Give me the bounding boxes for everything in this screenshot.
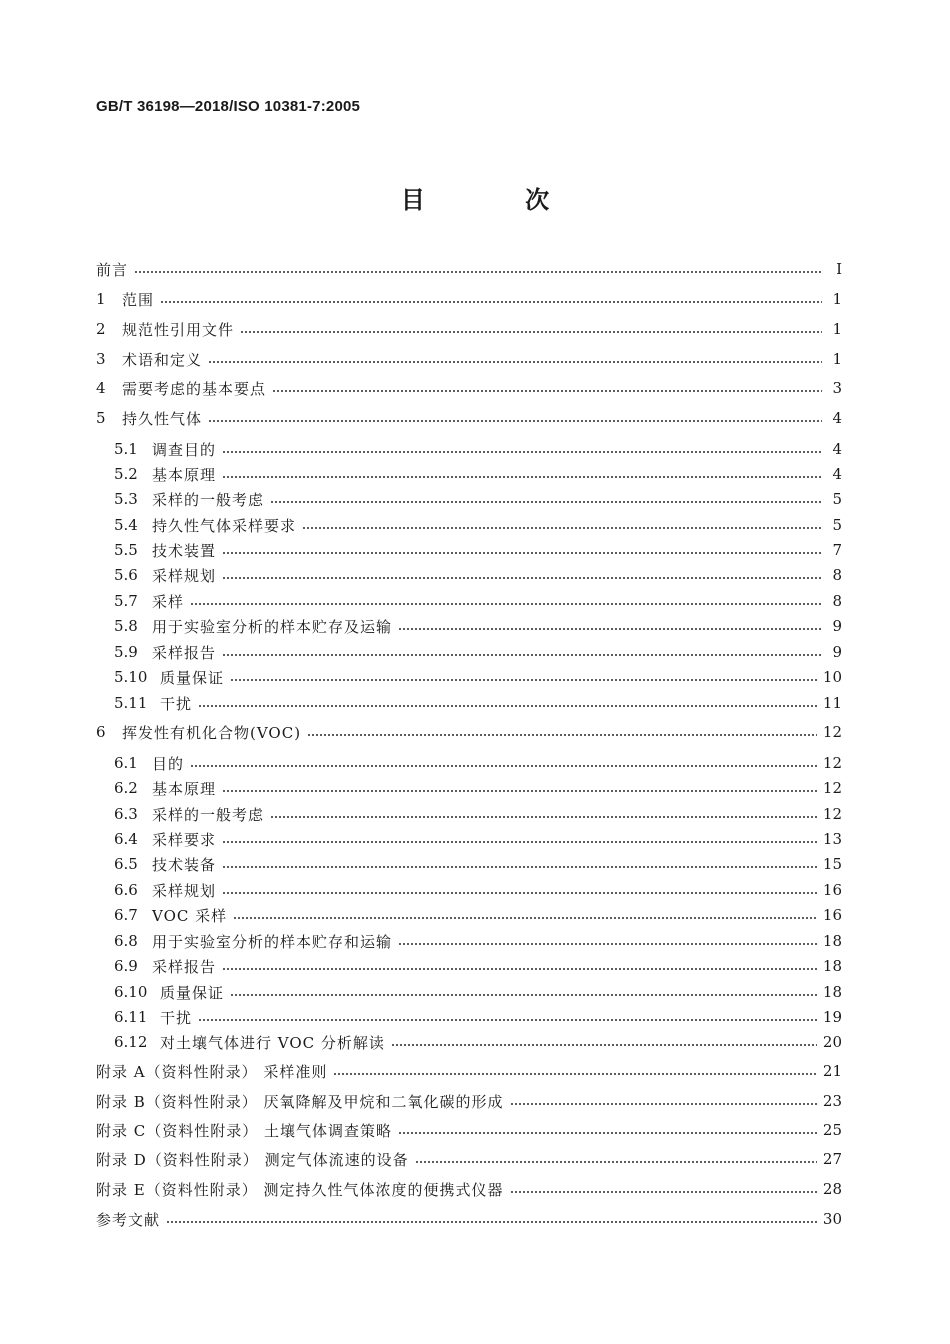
toc-entry-label: 持久性气体 <box>122 409 203 428</box>
toc-entry-label: 范围 <box>122 290 155 309</box>
toc-entry[interactable] <box>114 665 842 689</box>
toc-entry[interactable] <box>114 852 842 876</box>
toc-entry-page: 8 <box>832 566 842 584</box>
dot-leader <box>222 866 817 868</box>
toc-entry-page: 1 <box>832 290 842 308</box>
dot-leader <box>272 390 822 392</box>
toc-entry[interactable] <box>96 1147 842 1171</box>
toc-entry-label: 基本原理 <box>152 779 217 798</box>
toc-entry[interactable] <box>114 513 842 537</box>
dot-leader <box>398 628 822 630</box>
toc-entry-label: 采样规划 <box>152 881 217 900</box>
toc-entry-page: 23 <box>822 1092 842 1110</box>
toc-entry[interactable] <box>114 827 842 851</box>
toc-entry-number: 6.7 <box>114 906 138 924</box>
dot-leader <box>208 361 822 363</box>
dot-leader <box>270 501 822 503</box>
toc-entry-page: 27 <box>822 1150 842 1168</box>
toc-entry[interactable] <box>114 878 842 902</box>
toc-entry-label: VOC 采样 <box>152 906 228 925</box>
toc-entry-page: 4 <box>832 465 842 483</box>
dot-leader <box>415 1161 817 1163</box>
toc-entry-number: 6.10 <box>114 983 148 1001</box>
toc-entry-number: 5.7 <box>114 592 138 610</box>
toc-entry[interactable] <box>114 640 842 664</box>
toc-entry[interactable] <box>114 487 842 511</box>
toc-entry-page: 4 <box>832 440 842 458</box>
toc-entry-page: 8 <box>832 592 842 610</box>
toc-entry[interactable] <box>96 376 842 400</box>
dot-leader <box>222 892 817 894</box>
dot-leader <box>270 816 817 818</box>
toc-entry-label: 采样规划 <box>152 566 217 585</box>
toc-entry-label: 需要考虑的基本要点 <box>122 379 267 398</box>
toc-entry-number: 2 <box>96 320 106 338</box>
toc-entry-label: 附录 A（资料性附录） 采样准则 <box>96 1062 328 1081</box>
toc-entry-label: 技术装置 <box>152 541 217 560</box>
dot-leader <box>222 790 817 792</box>
dot-leader <box>240 331 822 333</box>
toc-entry[interactable] <box>96 287 842 311</box>
toc-entry-number: 5.5 <box>114 541 138 559</box>
toc-entry-page: 20 <box>822 1033 842 1051</box>
toc-entry[interactable] <box>96 1059 842 1083</box>
toc-entry-page: 18 <box>822 932 842 950</box>
toc-entry-page: 12 <box>822 723 842 741</box>
toc-entry-number: 4 <box>96 379 106 397</box>
toc-entry-label: 调查目的 <box>152 440 217 459</box>
toc-entry-number: 1 <box>96 290 106 308</box>
toc-entry-page: 28 <box>822 1180 842 1198</box>
dot-leader <box>333 1073 817 1075</box>
toc-entry[interactable] <box>96 347 842 371</box>
toc-entry[interactable] <box>114 614 842 638</box>
toc-entry-page: 12 <box>822 779 842 797</box>
toc-entry-label: 采样的一般考虑 <box>152 490 265 509</box>
toc-entry-number: 5.3 <box>114 490 138 508</box>
toc-entry[interactable] <box>96 1089 842 1113</box>
toc-entry-label: 附录 D（资料性附录） 测定气体流速的设备 <box>96 1150 409 1169</box>
toc-entry[interactable] <box>114 538 842 562</box>
toc-entry-number: 6 <box>96 723 106 741</box>
toc-entry-label: 对土壤气体进行 VOC 分析解读 <box>160 1033 385 1052</box>
toc-entry-label: 附录 C（资料性附录） 土壤气体调查策略 <box>96 1121 393 1140</box>
toc-entry-page: 21 <box>822 1062 842 1080</box>
toc-entry[interactable] <box>114 589 842 613</box>
toc-entry-number: 6.8 <box>114 932 138 950</box>
toc-entry[interactable] <box>114 802 842 826</box>
toc-entry-page: 13 <box>822 830 842 848</box>
dot-leader <box>307 734 817 736</box>
dot-leader <box>208 420 822 422</box>
dot-leader <box>233 917 817 919</box>
dot-leader <box>222 476 822 478</box>
toc-entry[interactable] <box>114 980 842 1004</box>
toc-entry[interactable] <box>114 1030 842 1054</box>
toc-entry-number: 6.5 <box>114 855 138 873</box>
toc-entry-page: 15 <box>822 855 842 873</box>
toc-entry[interactable] <box>114 1005 842 1029</box>
toc-entry-label: 干扰 <box>160 1008 193 1027</box>
toc-entry-page: 19 <box>822 1008 842 1026</box>
toc-entry-page: 18 <box>822 957 842 975</box>
dot-leader <box>166 1221 817 1223</box>
toc-entry-page: 3 <box>832 379 842 397</box>
toc-entry-number: 6.1 <box>114 754 138 772</box>
toc-entry-label: 干扰 <box>160 694 193 713</box>
dot-leader <box>198 1019 817 1021</box>
toc-entry[interactable] <box>114 563 842 587</box>
toc-entry-page: 1 <box>832 320 842 338</box>
toc-entry-page: 16 <box>822 906 842 924</box>
toc-entry-number: 6.9 <box>114 957 138 975</box>
toc-entry-page: Ⅰ <box>836 260 842 278</box>
dot-leader <box>302 527 822 529</box>
toc-entry[interactable] <box>96 1118 842 1142</box>
toc-entry[interactable] <box>96 257 842 281</box>
toc-entry[interactable] <box>114 954 842 978</box>
dot-leader <box>134 271 822 273</box>
dot-leader <box>230 679 817 681</box>
toc-entry-label: 附录 B（资料性附录） 厌氧降解及甲烷和二氧化碳的形成 <box>96 1092 504 1111</box>
toc-entry-label: 采样报告 <box>152 957 217 976</box>
toc-entry-label: 附录 E（资料性附录） 测定持久性气体浓度的便携式仪器 <box>96 1180 504 1199</box>
toc-entry-number: 5.1 <box>114 440 138 458</box>
dot-leader <box>398 943 817 945</box>
toc-entry-number: 5.9 <box>114 643 138 661</box>
toc-entry-page: 25 <box>822 1121 842 1139</box>
standard-code: GB/T 36198—2018/ISO 10381-7:2005 <box>96 98 361 115</box>
toc-entry[interactable] <box>96 1207 842 1231</box>
dot-leader <box>190 603 822 605</box>
toc-entry-label: 质量保证 <box>160 983 225 1002</box>
toc-entry-number: 5.2 <box>114 465 138 483</box>
toc-entry-label: 用于实验室分析的样本贮存及运输 <box>152 617 393 636</box>
toc-entry[interactable] <box>114 903 842 927</box>
toc-entry-number: 6.4 <box>114 830 138 848</box>
dot-leader <box>391 1044 817 1046</box>
toc-entry-label: 挥发性有机化合物(VOC) <box>122 723 302 742</box>
toc-entry[interactable] <box>114 776 842 800</box>
dot-leader <box>230 994 817 996</box>
dot-leader <box>510 1103 817 1105</box>
toc-entry-label: 参考文献 <box>96 1210 161 1229</box>
toc-entry-number: 6.12 <box>114 1033 148 1051</box>
toc-entry[interactable] <box>114 929 842 953</box>
toc-entry[interactable] <box>96 406 842 430</box>
toc-entry-number: 5.8 <box>114 617 138 635</box>
toc-entry-label: 前言 <box>96 260 129 279</box>
toc-entry-number: 5.10 <box>114 668 148 686</box>
dot-leader <box>222 451 822 453</box>
dot-leader <box>160 301 822 303</box>
dot-leader <box>222 654 822 656</box>
dot-leader <box>222 841 817 843</box>
dot-leader <box>398 1132 817 1134</box>
toc-entry-page: 16 <box>822 881 842 899</box>
toc-entry-page: 10 <box>822 668 842 686</box>
toc-entry-number: 5.6 <box>114 566 138 584</box>
toc-entry-label: 用于实验室分析的样本贮存和运输 <box>152 932 393 951</box>
toc-entry-label: 基本原理 <box>152 465 217 484</box>
toc-entry-label: 术语和定义 <box>122 350 203 369</box>
toc-entry-label: 规范性引用文件 <box>122 320 235 339</box>
toc-entry[interactable] <box>96 317 842 341</box>
toc-entry-number: 6.2 <box>114 779 138 797</box>
dot-leader <box>222 968 817 970</box>
toc-entry-page: 7 <box>832 541 842 559</box>
dot-leader <box>510 1191 817 1193</box>
toc-entry-number: 6.3 <box>114 805 138 823</box>
toc-entry-label: 采样要求 <box>152 830 217 849</box>
toc-entry-page: 30 <box>822 1210 842 1228</box>
toc-entry-page: 11 <box>822 694 842 712</box>
toc-entry-number: 5.11 <box>114 694 148 712</box>
toc-entry[interactable] <box>114 691 842 715</box>
toc-entry-label: 采样报告 <box>152 643 217 662</box>
toc-entry-page: 5 <box>832 490 842 508</box>
toc-entry-number: 6.11 <box>114 1008 148 1026</box>
toc-entry[interactable] <box>114 751 842 775</box>
toc-entry-page: 12 <box>822 754 842 772</box>
toc-entry-page: 1 <box>832 350 842 368</box>
dot-leader <box>190 765 817 767</box>
toc-entry-label: 采样 <box>152 592 185 611</box>
page-title: 目 次 <box>400 185 596 214</box>
dot-leader <box>222 552 822 554</box>
toc-entry[interactable] <box>96 720 842 744</box>
toc-entry[interactable] <box>96 1177 842 1201</box>
toc-entry-page: 9 <box>832 643 842 661</box>
toc-entry[interactable] <box>114 462 842 486</box>
toc-entry-label: 持久性气体采样要求 <box>152 516 297 535</box>
toc-entry-label: 技术装备 <box>152 855 217 874</box>
toc-entry-number: 5 <box>96 409 106 427</box>
toc-entry-label: 采样的一般考虑 <box>152 805 265 824</box>
toc-entry-number: 6.6 <box>114 881 138 899</box>
toc-entry[interactable] <box>114 437 842 461</box>
toc-entry-page: 18 <box>822 983 842 1001</box>
toc-entry-page: 9 <box>832 617 842 635</box>
toc-entry-number: 5.4 <box>114 516 138 534</box>
dot-leader <box>198 705 817 707</box>
dot-leader <box>222 577 822 579</box>
toc-entry-page: 5 <box>832 516 842 534</box>
toc-entry-label: 质量保证 <box>160 668 225 687</box>
toc-entry-number: 3 <box>96 350 106 368</box>
toc-entry-page: 4 <box>832 409 842 427</box>
toc-entry-page: 12 <box>822 805 842 823</box>
toc-entry-label: 目的 <box>152 754 185 773</box>
